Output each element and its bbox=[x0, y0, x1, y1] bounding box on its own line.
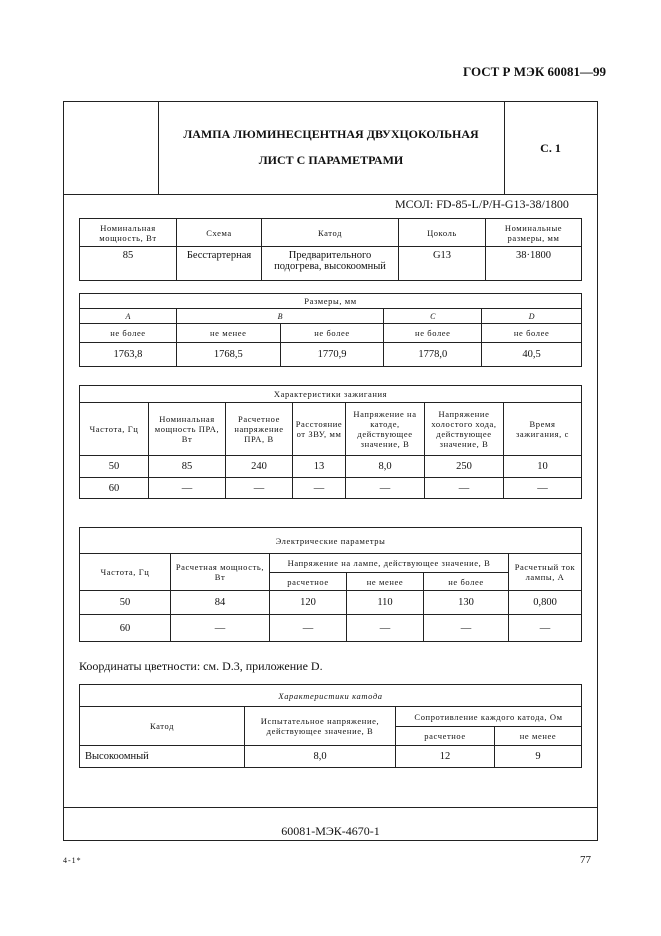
ign-cell: 85 bbox=[149, 456, 226, 478]
td-dimensions: 38·1800 bbox=[486, 247, 582, 281]
th-el-sub: расчетное bbox=[270, 573, 347, 591]
th-el-voltage: Напряжение на лампе, действующее значение, В bbox=[270, 554, 509, 573]
el-cell: — bbox=[509, 615, 582, 642]
cathode-title: Характеристики катода bbox=[80, 685, 582, 707]
page-code-left: 4-1* bbox=[63, 856, 82, 865]
dim-letter-a: A bbox=[80, 309, 177, 324]
th-ballast-voltage: Расчетное напряжение ПРА, В bbox=[226, 403, 293, 456]
th-frequency: Частота, Гц bbox=[80, 403, 149, 456]
mcol-code: МСОЛ: FD-85-L/P/H-G13-38/1800 bbox=[395, 197, 569, 211]
dim-limit: не более bbox=[80, 324, 177, 343]
dim-letter-b: B bbox=[176, 309, 384, 324]
dim-letter-c: C bbox=[384, 309, 482, 324]
el-cell: — bbox=[270, 615, 347, 642]
ign-cell: 10 bbox=[504, 456, 582, 478]
page-number: 77 bbox=[580, 854, 591, 866]
main-params-table bbox=[79, 218, 582, 281]
ign-cell: — bbox=[504, 478, 582, 499]
sheet-number: С. 1 bbox=[504, 102, 597, 195]
title-left-cell bbox=[64, 102, 159, 195]
dim-limit: не более bbox=[482, 324, 582, 343]
th-base: Цоколь bbox=[399, 219, 486, 247]
el-cell: — bbox=[171, 615, 270, 642]
th-cathode-voltage: Напряжение на катоде, действующее значение, В bbox=[346, 403, 425, 456]
footer-code: 60081-МЭК-4670-1 bbox=[64, 807, 597, 841]
dimensions-title: Размеры, мм bbox=[80, 294, 582, 309]
electrical-title: Электрические параметры bbox=[80, 528, 582, 554]
th-scheme: Схема bbox=[177, 219, 262, 247]
dimensions-table bbox=[79, 293, 582, 367]
cath-cell: 8,0 bbox=[245, 746, 396, 768]
th-cathode: Катод bbox=[262, 219, 399, 247]
ign-cell: 50 bbox=[80, 456, 149, 478]
th-ballast-power: Номинальная мощность ПРА, Вт bbox=[149, 403, 226, 456]
ign-cell: 8,0 bbox=[346, 456, 425, 478]
title-line-1: ЛАМПА ЛЮМИНЕСЦЕНТНАЯ ДВУХЦОКОЛЬНАЯ bbox=[183, 127, 479, 141]
th-distance: Расстояние от ЗВУ, мм bbox=[293, 403, 346, 456]
th-el-sub: не более bbox=[424, 573, 509, 591]
th-resistance: Сопротивление каждого катода, Ом bbox=[396, 707, 582, 727]
ignition-table bbox=[79, 385, 582, 499]
el-cell: 0,800 bbox=[509, 591, 582, 615]
th-el-power: Расчетная мощность, Вт bbox=[171, 554, 270, 591]
dim-value: 1768,5 bbox=[176, 343, 280, 367]
cathode-table bbox=[79, 684, 582, 768]
el-cell: 120 bbox=[270, 591, 347, 615]
el-cell: — bbox=[347, 615, 424, 642]
th-open-voltage: Напряжение холостого хода, действующее значение, В bbox=[425, 403, 504, 456]
ign-cell: — bbox=[226, 478, 293, 499]
ign-cell: 60 bbox=[80, 478, 149, 499]
dim-value: 40,5 bbox=[482, 343, 582, 367]
color-coordinates-note: Координаты цветности: см. D.3, приложение D. bbox=[79, 659, 323, 673]
th-cathode-type: Катод bbox=[80, 707, 245, 746]
dim-value: 1763,8 bbox=[80, 343, 177, 367]
td-base: G13 bbox=[399, 247, 486, 281]
el-cell: — bbox=[424, 615, 509, 642]
td-power: 85 bbox=[80, 247, 177, 281]
cath-cell: 9 bbox=[495, 746, 582, 768]
th-el-frequency: Частота, Гц bbox=[80, 554, 171, 591]
ign-cell: 250 bbox=[425, 456, 504, 478]
ign-cell: — bbox=[346, 478, 425, 499]
dim-value: 1770,9 bbox=[280, 343, 384, 367]
el-cell: 60 bbox=[80, 615, 171, 642]
el-cell: 110 bbox=[347, 591, 424, 615]
th-test-voltage: Испытательное напряжение, действующее значение, В bbox=[245, 707, 396, 746]
ign-cell: 240 bbox=[226, 456, 293, 478]
dim-value: 1778,0 bbox=[384, 343, 482, 367]
standard-code: ГОСТ Р МЭК 60081—99 bbox=[463, 64, 606, 79]
dim-limit: не менее bbox=[176, 324, 280, 343]
th-el-sub: не менее bbox=[347, 573, 424, 591]
dim-limit: не более bbox=[384, 324, 482, 343]
ign-cell: — bbox=[149, 478, 226, 499]
th-res-sub: расчетное bbox=[396, 727, 495, 746]
ignition-title: Характеристики зажигания bbox=[80, 386, 582, 403]
dim-limit: не более bbox=[280, 324, 384, 343]
td-cathode: Предварительного подогрева, высокоомный bbox=[262, 247, 399, 281]
td-scheme: Бесстартерная bbox=[177, 247, 262, 281]
electrical-table bbox=[79, 527, 582, 642]
ign-cell: — bbox=[293, 478, 346, 499]
el-cell: 50 bbox=[80, 591, 171, 615]
th-res-sub: не менее bbox=[495, 727, 582, 746]
cath-cell: 12 bbox=[396, 746, 495, 768]
title-line-2: ЛИСТ С ПАРАМЕТРАМИ bbox=[258, 153, 404, 167]
ign-cell: 13 bbox=[293, 456, 346, 478]
dim-letter-d: D bbox=[482, 309, 582, 324]
th-dimensions: Номинальные размеры, мм bbox=[486, 219, 582, 247]
th-el-current: Расчетный ток лампы, А bbox=[509, 554, 582, 591]
title-block bbox=[158, 102, 505, 195]
cath-cell: Высокоомный bbox=[80, 746, 245, 768]
el-cell: 84 bbox=[171, 591, 270, 615]
ign-cell: — bbox=[425, 478, 504, 499]
th-ignition-time: Время зажигания, с bbox=[504, 403, 582, 456]
th-power: Номинальная мощность, Вт bbox=[80, 219, 177, 247]
el-cell: 130 bbox=[424, 591, 509, 615]
